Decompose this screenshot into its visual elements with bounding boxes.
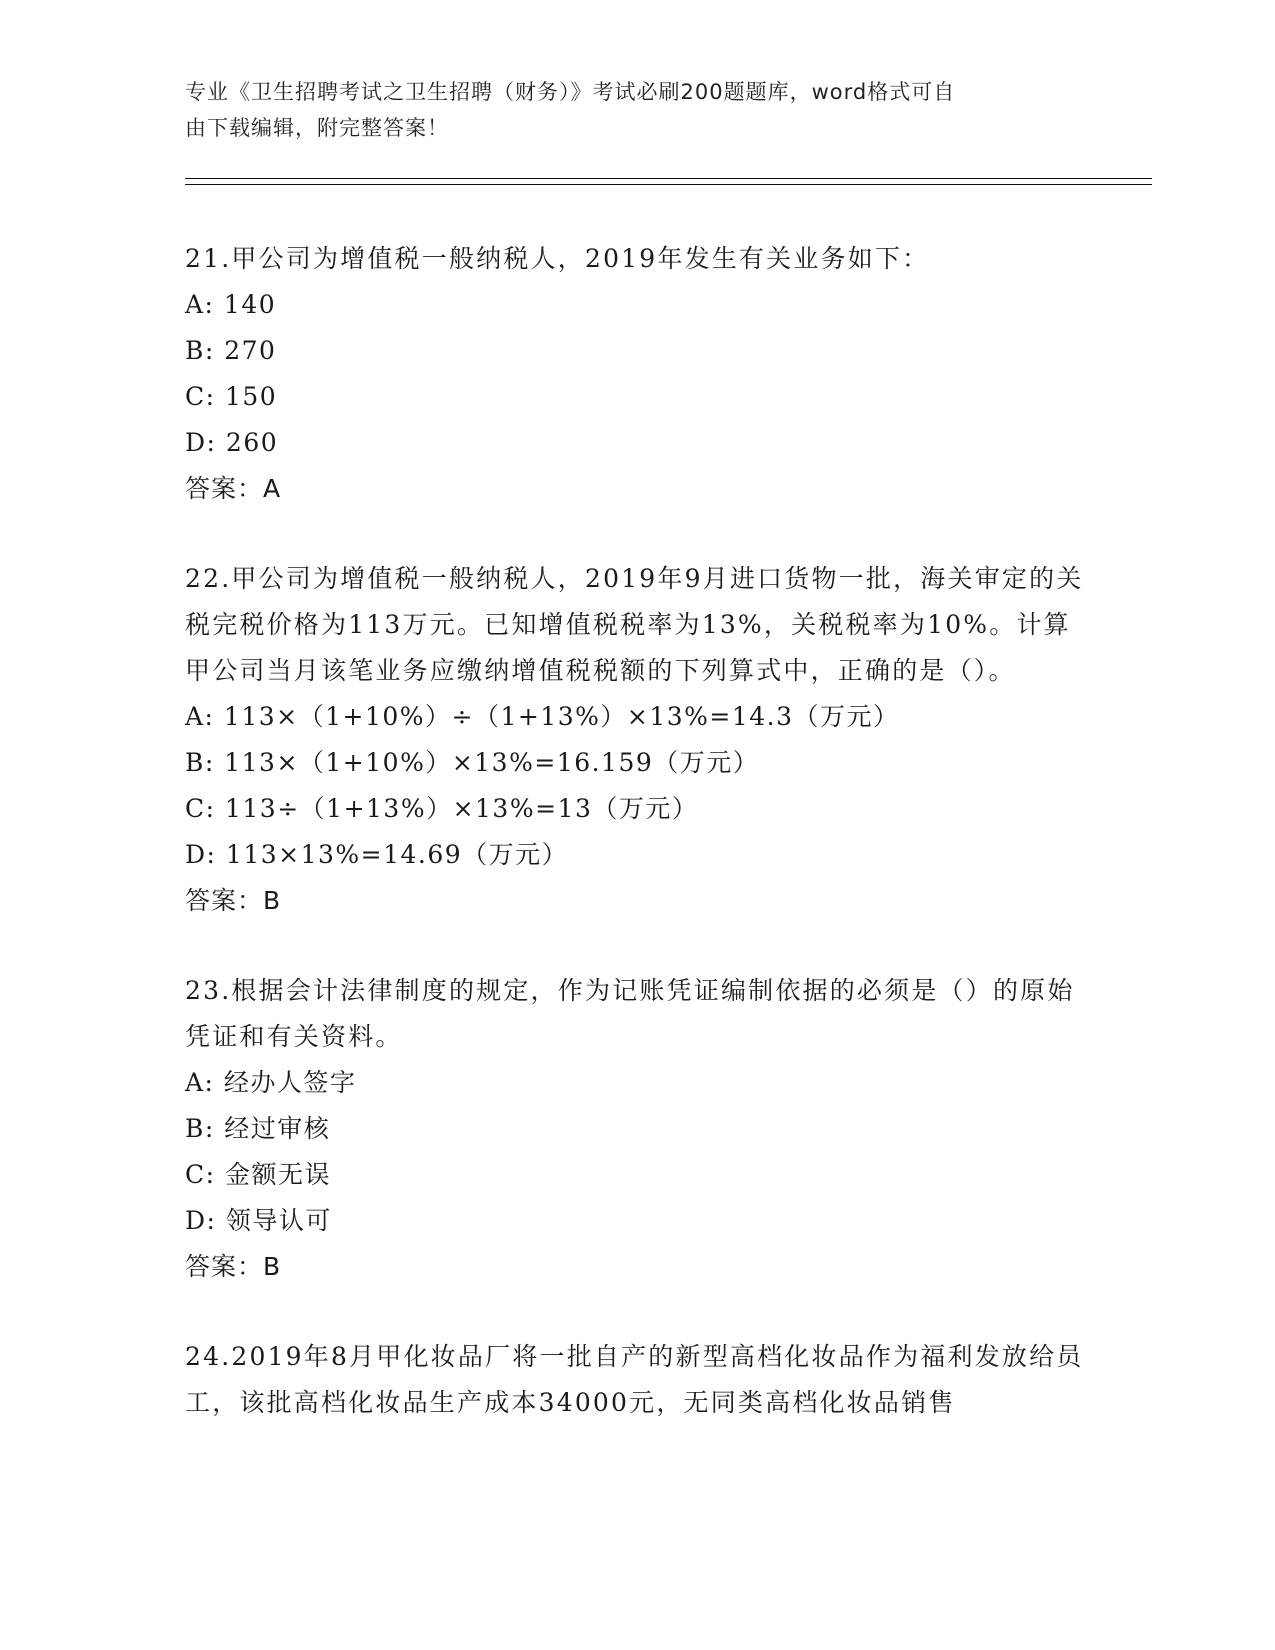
option-d: D: 113×13%=14.69（万元） <box>185 840 569 869</box>
question-24 <box>185 1334 1085 1426</box>
question-22 <box>185 556 1085 924</box>
question-stem: 21.甲公司为增值税一般纳税人，2019年发生有关业务如下： <box>185 244 930 273</box>
option-b: B: 270 <box>185 336 277 365</box>
page-header <box>185 74 1065 146</box>
header-line-2: 由下载编辑，附完整答案！ <box>185 116 449 140</box>
answer-label: 答案：B <box>185 1252 282 1281</box>
option-c: C: 150 <box>185 382 278 411</box>
header-divider-bottom <box>185 184 1152 185</box>
option-a: A: 140 <box>185 290 277 319</box>
option-list <box>185 282 1085 466</box>
question-21 <box>185 236 1085 512</box>
option-b: B: 经过审核 <box>185 1114 331 1143</box>
option-b: B: 113×（1+10%）×13%=16.159（万元） <box>185 748 760 777</box>
question-stem: 24.2019年8月甲化妆品厂将一批自产的新型高档化妆品作为福利发放给员工，该批高档化妆品生产成本34000元，无同类高档化妆品销售 <box>185 1342 1084 1417</box>
question-23 <box>185 968 1085 1290</box>
option-d: D: 260 <box>185 428 279 457</box>
option-d: D: 领导认可 <box>185 1206 332 1235</box>
option-list <box>185 694 1085 878</box>
question-stem: 22.甲公司为增值税一般纳税人，2019年9月进口货物一批，海关审定的关税完税价格为113万元。已知增值税税率为13%，关税税率为10%。计算甲公司当月该笔业务应缴纳增值税税额的下列算式中，正确的是（）。 <box>185 564 1084 685</box>
option-c: C: 113÷（1+13%）×13%=13（万元） <box>185 794 699 823</box>
answer-label: 答案：B <box>185 886 282 915</box>
option-list <box>185 1060 1085 1244</box>
option-c: C: 金额无误 <box>185 1160 331 1189</box>
option-a: A: 经办人签字 <box>185 1068 357 1097</box>
header-divider-top <box>185 178 1152 179</box>
question-stem: 23.根据会计法律制度的规定，作为记账凭证编制依据的必须是（）的原始凭证和有关资料。 <box>185 976 1075 1051</box>
option-a: A: 113×（1+10%）÷（1+13%）×13%=14.3（万元） <box>185 702 900 731</box>
header-line-1: 专业《卫生招聘考试之卫生招聘（财务）》考试必刷200题题库，word格式可自 <box>185 80 956 104</box>
question-list <box>185 236 1085 1470</box>
answer-label: 答案：A <box>185 474 282 503</box>
